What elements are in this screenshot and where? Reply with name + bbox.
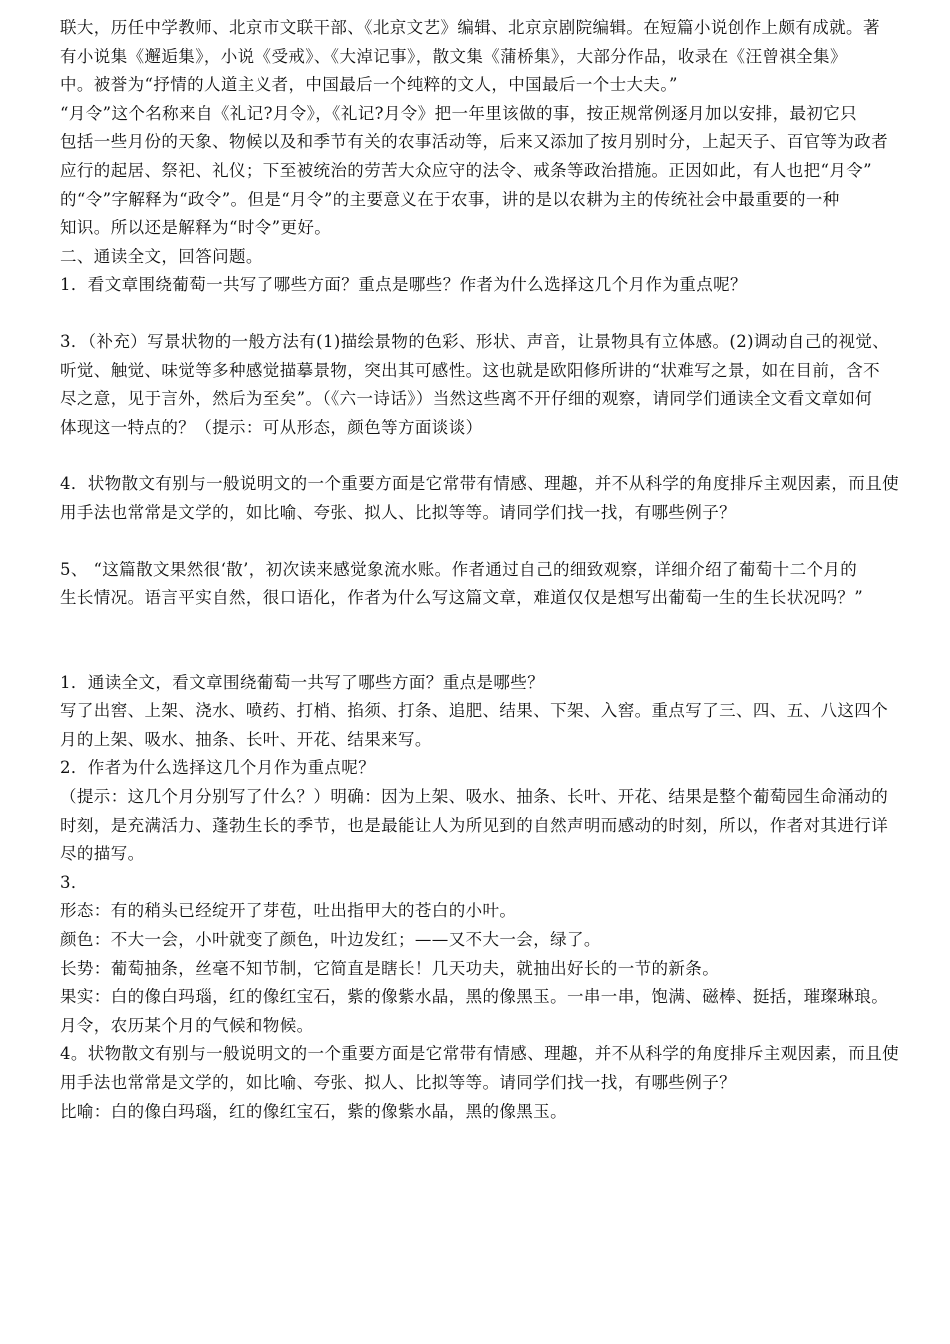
- answer-space: [60, 300, 894, 328]
- answer-1: [60, 669, 894, 755]
- text-line: 月的上架、吸水、抽条、长叶、开花、结果来写。: [60, 729, 432, 749]
- text-line: 听觉、触觉、味觉等多种感觉描摹景物，突出其可感性。这也就是欧阳修所讲的“状难写之景，如在目前，含不: [60, 360, 881, 380]
- answer-label: 3．: [60, 872, 88, 892]
- text-line: 长势：葡萄抽条，丝毫不知节制，它简直是瞎长！几天功夫，就抽出好长的一节的新条。: [60, 958, 720, 978]
- text-line: （提示：这几个月分别写了什么？）明确：因为上架、吸水、抽条、长叶、开花、结果是整个葡萄园生命涌动的: [60, 787, 889, 807]
- text-line: 用手法也常常是文学的，如比喻、夸张、拟人、比拟等等。请同学们找一找，有哪些例子？: [60, 502, 736, 522]
- intro-paragraph: [60, 14, 894, 243]
- text-line: 月令，农历某个月的气候和物候。: [60, 1015, 314, 1035]
- section-heading: 二、通读全文，回答问题。: [60, 246, 263, 266]
- question-5: [60, 556, 894, 613]
- answer-space: [60, 528, 894, 556]
- text-line: 4。状物散文有别与一般说明文的一个重要方面是它常带有情感、理趣，并不从科学的角度排斥主观因素，而且使: [60, 1044, 899, 1064]
- text-line: 中。被誉为“抒情的人道主义者，中国最后一个纯粹的文人，中国最后一个士大夫。”: [60, 75, 678, 95]
- answer-space: [60, 442, 894, 470]
- question-3: [60, 328, 894, 442]
- text-line: 5、 “这篇散文果然很‘散’，初次读来感觉象流水账。作者通过自己的细致观察，详细介绍了葡萄十二个月的: [60, 559, 858, 579]
- answer-question: 1．通读全文，看文章围绕葡萄一共写了哪些方面？重点是哪些？: [60, 672, 545, 692]
- text-line: 颜色：不大一会，小叶就变了颜色，叶边发红；——又不大一会，绿了。: [60, 930, 601, 950]
- text-line: 有小说集《邂逅集》，小说《受戒》、《大淖记事》，散文集《蒲桥集》，大部分作品，收录在《汪曾祺全集》: [60, 46, 847, 66]
- text-line: 知识。所以还是解释为“时令”更好。: [60, 218, 332, 238]
- text-line: 联大，历任中学教师、北京市文联干部、《北京文艺》编辑、北京京剧院编辑。在短篇小说创作上颇有成就。著: [60, 18, 880, 37]
- text-line: 比喻：白的像白玛瑙，红的像红宝石，紫的像紫水晶，黑的像黑玉。: [60, 1101, 567, 1121]
- answer-2: [60, 754, 894, 868]
- text-line: 时刻，是充满活力、蓬勃生长的季节，也是最能让人为所见到的自然声明而感动的时刻，所以，作者对其进行详: [60, 815, 889, 835]
- text-line: 应行的起居、祭祀、礼仪；下至被统治的劳苦大众应守的法令、戒条等政治措施。正因如此，有人也把“月令”: [60, 160, 872, 180]
- text-line: 4．状物散文有别与一般说明文的一个重要方面是它常带有情感、理趣，并不从科学的角度排斥主观因素，而且使: [60, 474, 899, 494]
- text-line: 体现这一特点的？（提示：可从形态，颜色等方面谈谈）: [60, 417, 483, 437]
- text-line: “月令”这个名称来自《礼记?月令》，《礼记?月令》把一年里该做的事，按正规常例逐月加以安排，最初它只: [60, 103, 858, 123]
- text-line: 的“令”字解释为“政令”。但是“月令”的主要意义在于农事，讲的是以农耕为主的传统社会中最重要的一种: [60, 189, 840, 209]
- text-line: 3．（补充）写景状物的一般方法有(1)描绘景物的色彩、形状、声音，让景物具有立体感。(2)调动自己的视觉、: [60, 331, 890, 351]
- text-line: 形态：有的稍头已经绽开了芽苞，吐出指甲大的苍白的小叶。: [60, 901, 517, 921]
- text-line: 用手法也常常是文学的，如比喻、夸张、拟人、比拟等等。请同学们找一找，有哪些例子？: [60, 1073, 736, 1092]
- text-line: 写了出窖、上架、浇水、喷药、打梢、掐须、打条、追肥、结果、下架、入窖。重点写了三、四、五、八这四个: [60, 701, 889, 721]
- text-line: 包括一些月份的天象、物候以及和季节有关的农事活动等，后来又添加了按月别时分，上起天子、百官等为政者: [60, 132, 889, 152]
- answer-4: [60, 1040, 899, 1126]
- text-line: 生长情况。语言平实自然，很口语化，作者为什么写这篇文章，难道仅仅是想写出葡萄一生的生长状况吗？”: [60, 588, 864, 608]
- answer-3: [60, 869, 894, 1041]
- answer-question: 2．作者为什么选择这几个月作为重点呢？: [60, 758, 376, 778]
- text-line: 尽之意，见于言外，然后为至矣”。（《六一诗话》）当然这些离不开仔细的观察，请同学们通读全文看文章如何: [60, 389, 873, 409]
- question-1: 1．看文章围绕葡萄一共写了哪些方面？重点是哪些？作者为什么选择这几个月作为重点呢？: [60, 275, 747, 295]
- answer-space: [60, 613, 894, 669]
- text-line: 尽的描写。: [60, 844, 145, 864]
- question-4: [60, 470, 899, 527]
- text-line: 果实：白的像白玛瑙，红的像红宝石，紫的像紫水晶，黑的像黑玉。一串一串，饱满、磁棒、挺括，璀璨琳琅。: [60, 987, 889, 1007]
